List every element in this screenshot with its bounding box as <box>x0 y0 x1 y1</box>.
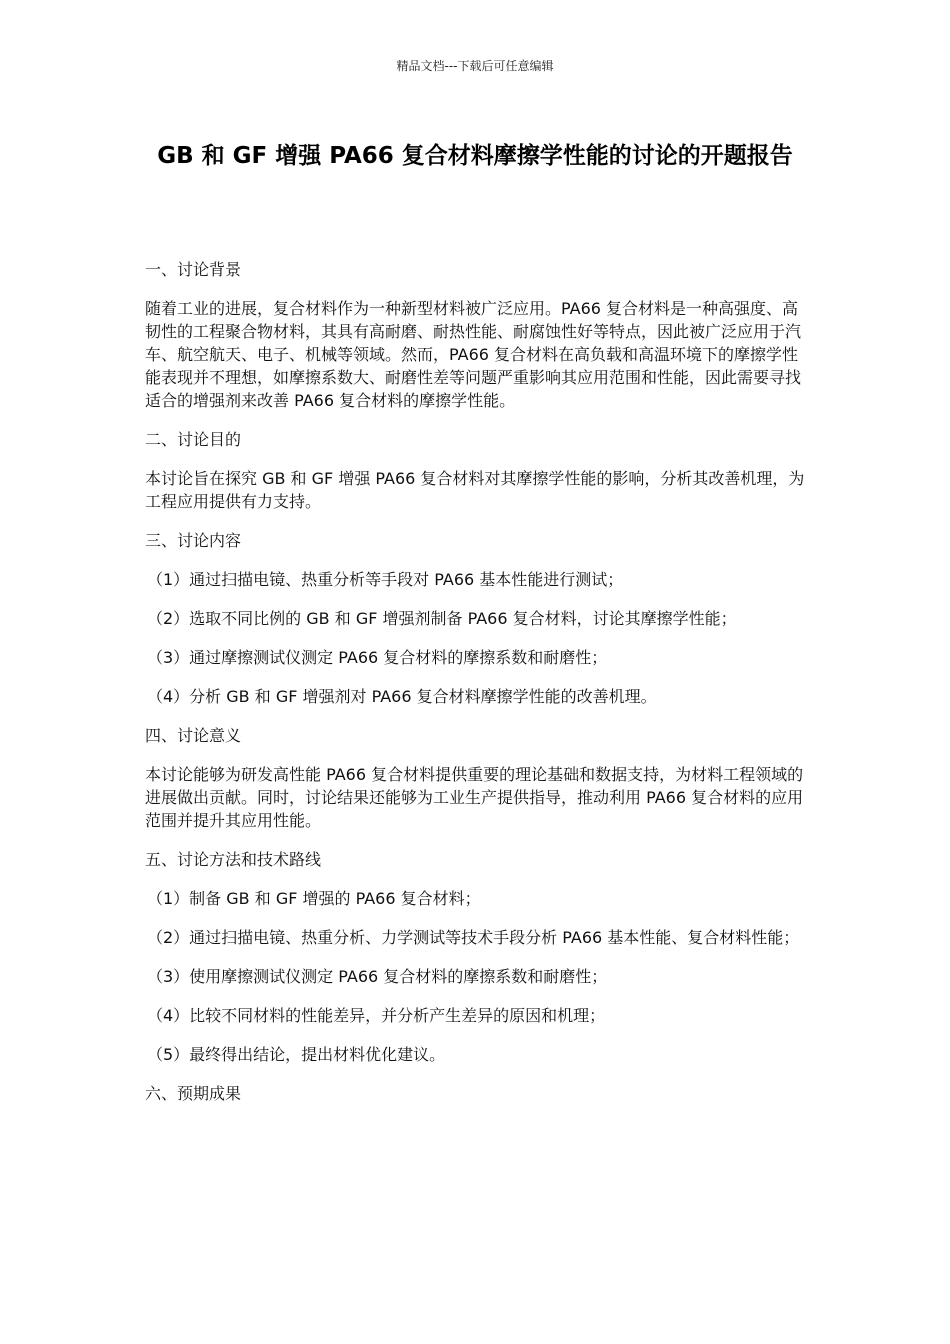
section-heading-expected-results: 六、预期成果 <box>145 1084 242 1103</box>
significance-paragraph: 本讨论能够为研发高性能 PA66 复合材料提供重要的理论基础和数据支持，为材料工程领域的进展做出贡献。同时，讨论结果还能够为工业生产提供指导，推动利用 PA66 复合材料的应用范围并提升其应用性能。 <box>145 765 804 830</box>
section-heading-methods: 五、讨论方法和技术路线 <box>145 850 322 869</box>
method-item-4: （4）比较不同材料的性能差异，并分析产生差异的原因和机理； <box>147 1006 606 1025</box>
section-heading-content: 三、讨论内容 <box>145 531 242 550</box>
method-item-1: （1）制备 GB 和 GF 增强的 PA66 复合材料； <box>147 889 481 908</box>
content-item-1: （1）通过扫描电镜、热重分析等手段对 PA66 基本性能进行测试； <box>147 570 624 589</box>
content-item-4: （4）分析 GB 和 GF 增强剂对 PA66 复合材料摩擦学性能的改善机理。 <box>147 687 657 706</box>
section-heading-background: 一、讨论背景 <box>145 260 242 279</box>
section-heading-purpose: 二、讨论目的 <box>145 430 242 449</box>
section-heading-significance: 四、讨论意义 <box>145 726 242 745</box>
method-item-2: （2）通过扫描电镜、热重分析、力学测试等技术手段分析 PA66 基本性能、复合材料性能； <box>147 928 800 947</box>
header-note: 精品文档---下载后可任意编辑 <box>396 59 554 73</box>
method-item-3: （3）使用摩擦测试仪测定 PA66 复合材料的摩擦系数和耐磨性； <box>147 967 608 986</box>
content-item-2: （2）选取不同比例的 GB 和 GF 增强剂制备 PA66 复合材料，讨论其摩擦学性能； <box>147 609 737 628</box>
document-body <box>145 258 807 1121</box>
content-item-3: （3）通过摩擦测试仪测定 PA66 复合材料的摩擦系数和耐磨性； <box>147 648 608 667</box>
document-title: GB 和 GF 增强 PA66 复合材料摩擦学性能的讨论的开题报告 <box>157 143 793 169</box>
background-paragraph: 随着工业的进展，复合材料作为一种新型材料被广泛应用。PA66 复合材料是一种高强度、高韧性的工程聚合物材料，其具有高耐磨、耐热性能、耐腐蚀性好等特点，因此被广泛应用于汽车、航空航天、电子、机械等领域。然而，PA66 复合材料在高负载和高温环境下的摩擦学性能表现并不理想，如摩擦系数大、耐磨性差等问题严重影响其应用范围和性能，因此需要寻找适合的增强剂来改善 PA66 复合材料的摩擦学性能。 <box>145 299 802 410</box>
purpose-paragraph: 本讨论旨在探究 GB 和 GF 增强 PA66 复合材料对其摩擦学性能的影响，分析其改善机理，为工程应用提供有力支持。 <box>145 469 805 511</box>
method-item-5: （5）最终得出结论，提出材料优化建议。 <box>147 1045 446 1064</box>
